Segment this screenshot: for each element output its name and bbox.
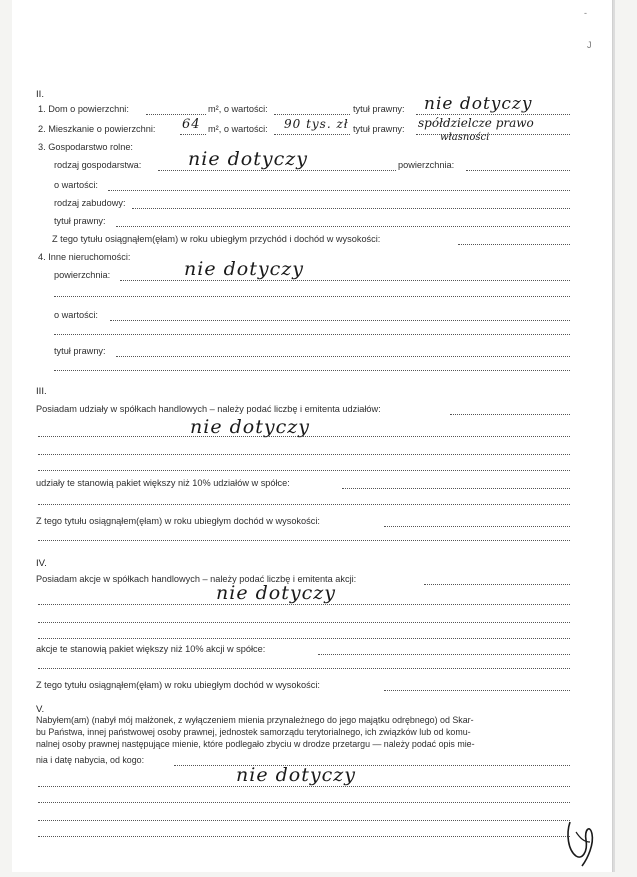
acquisition-line-4 xyxy=(38,820,570,821)
house-title-line xyxy=(416,114,570,115)
farm-type-handwriting: nie dotyczy xyxy=(188,148,308,170)
shares-income-label: Z tego tytułu osiągnąłem(ęłam) w roku ubiegłym dochód w wysokości: xyxy=(36,516,320,526)
house-title-label: tytuł prawny: xyxy=(353,104,405,114)
acquisition-line-1 xyxy=(174,765,570,766)
other-title-label: tytuł prawny: xyxy=(54,346,106,356)
acquisition-text-line-4: nia i datę nabycia, od kogo: xyxy=(36,755,145,765)
flat-title-handwriting-1: spółdzielcze prawo xyxy=(418,116,534,130)
flat-title-label: tytuł prawny: xyxy=(353,124,405,134)
stocks-line-4 xyxy=(38,638,570,639)
shares-line-2 xyxy=(38,436,570,437)
stocks-income-label: Z tego tytułu osiągnąłem(ęłam) w roku ubiegłym dochód w wysokości: xyxy=(36,680,320,690)
farm-title-label: tytuł prawny: xyxy=(54,216,106,226)
other-property-label: 4. Inne nieruchomości: xyxy=(38,252,131,262)
shares-package-line-2 xyxy=(38,504,570,505)
section-3-title: III. xyxy=(36,386,47,397)
farm-area-line xyxy=(466,170,570,171)
section-5-title: V. xyxy=(36,704,45,715)
other-value-line xyxy=(110,320,570,321)
house-area-line xyxy=(146,114,206,115)
stocks-package-line-2 xyxy=(38,668,570,669)
acquisition-text-line-3: nalnej osoby prawnej następujące mienie, które podlegało zbyciu w drodze przetargu — należy podać opis mie- xyxy=(36,739,475,749)
house-value-line xyxy=(274,114,350,115)
shares-line-3 xyxy=(38,454,570,455)
farm-value-line xyxy=(108,190,570,191)
farm-type-label: rodzaj gospodarstwa: xyxy=(54,160,142,170)
stocks-package-label: akcje te stanowią pakiet większy niż 10% akcji w spółce: xyxy=(36,644,266,654)
other-area-handwriting: nie dotyczy xyxy=(184,258,304,280)
stocks-line-1 xyxy=(424,584,570,585)
shares-package-label: udziały te stanowią pakiet większy niż 10% udziałów w spółce: xyxy=(36,478,290,488)
section-4-title: IV. xyxy=(36,558,47,569)
stocks-line-2 xyxy=(38,604,570,605)
other-title-line xyxy=(116,356,570,357)
farm-title-line xyxy=(116,226,570,227)
flat-label: 2. Mieszkanie o powierzchni: xyxy=(38,124,156,134)
shares-package-line xyxy=(342,488,570,489)
acquisition-line-5 xyxy=(38,836,570,837)
farm-buildings-line xyxy=(132,208,570,209)
shares-income-line xyxy=(384,526,570,527)
farm-income-label: Z tego tytułu osiągnąłem(ęłam) w roku ubiegłym przychód i dochód w wysokości: xyxy=(52,234,381,244)
margin-mark-top: - xyxy=(584,8,587,18)
acquisition-line-2 xyxy=(38,786,570,787)
other-area-line xyxy=(120,280,570,281)
flat-title-handwriting-2: własności xyxy=(440,132,490,143)
initials-signature xyxy=(562,812,602,872)
house-unit-label: m², o wartości: xyxy=(208,104,268,114)
stocks-income-line xyxy=(384,690,570,691)
other-value-label: o wartości: xyxy=(54,310,98,320)
house-title-handwriting: nie dotyczy xyxy=(424,94,533,114)
section-2-title: II. xyxy=(36,89,44,100)
acquisition-handwriting: nie dotyczy xyxy=(236,764,356,786)
flat-value-line xyxy=(274,134,350,135)
farm-type-line xyxy=(158,170,396,171)
margin-mark-tick: J xyxy=(587,40,592,50)
farm-value-label: o wartości: xyxy=(54,180,98,190)
acquisition-line-3 xyxy=(38,802,570,803)
flat-unit-label: m², o wartości: xyxy=(208,124,268,134)
house-label: 1. Dom o powierzchni: xyxy=(38,104,129,114)
shares-line-4 xyxy=(38,470,570,471)
acquisition-text-line-2: bu Państwa, innej państwowej osoby prawnej, jednostek samorządu terytorialnego, ich związków lub od komu- xyxy=(36,727,471,737)
flat-area-handwriting: 64 xyxy=(182,117,201,132)
declaration-page xyxy=(12,0,613,872)
other-area-line-2 xyxy=(54,296,570,297)
shares-income-line-2 xyxy=(38,540,570,541)
other-value-line-2 xyxy=(54,334,570,335)
stocks-label: Posiadam akcje w spółkach handlowych – należy podać liczbę i emitenta akcji: xyxy=(36,574,357,584)
shares-line-1 xyxy=(450,414,570,415)
shares-handwriting: nie dotyczy xyxy=(190,416,310,438)
farm-label: 3. Gospodarstwo rolne: xyxy=(38,142,133,152)
farm-area-label: powierzchnia: xyxy=(398,160,455,170)
farm-income-line xyxy=(458,244,570,245)
shares-label: Posiadam udziały w spółkach handlowych – należy podać liczbę i emitenta udziałów: xyxy=(36,404,381,414)
other-title-line-2 xyxy=(54,370,570,371)
flat-area-line xyxy=(180,134,206,135)
stocks-package-line xyxy=(318,654,570,655)
acquisition-text-line-1: Nabyłem(am) (nabył mój małżonek, z wyłączeniem mienia przynależnego do jego majątku odrębnego) od Skar- xyxy=(36,715,474,725)
other-area-label: powierzchnia: xyxy=(54,270,111,280)
flat-value-handwriting: 90 tys. zł xyxy=(284,117,349,131)
farm-buildings-label: rodzaj zabudowy: xyxy=(54,198,126,208)
stocks-line-3 xyxy=(38,622,570,623)
stocks-handwriting: nie dotyczy xyxy=(216,582,336,604)
